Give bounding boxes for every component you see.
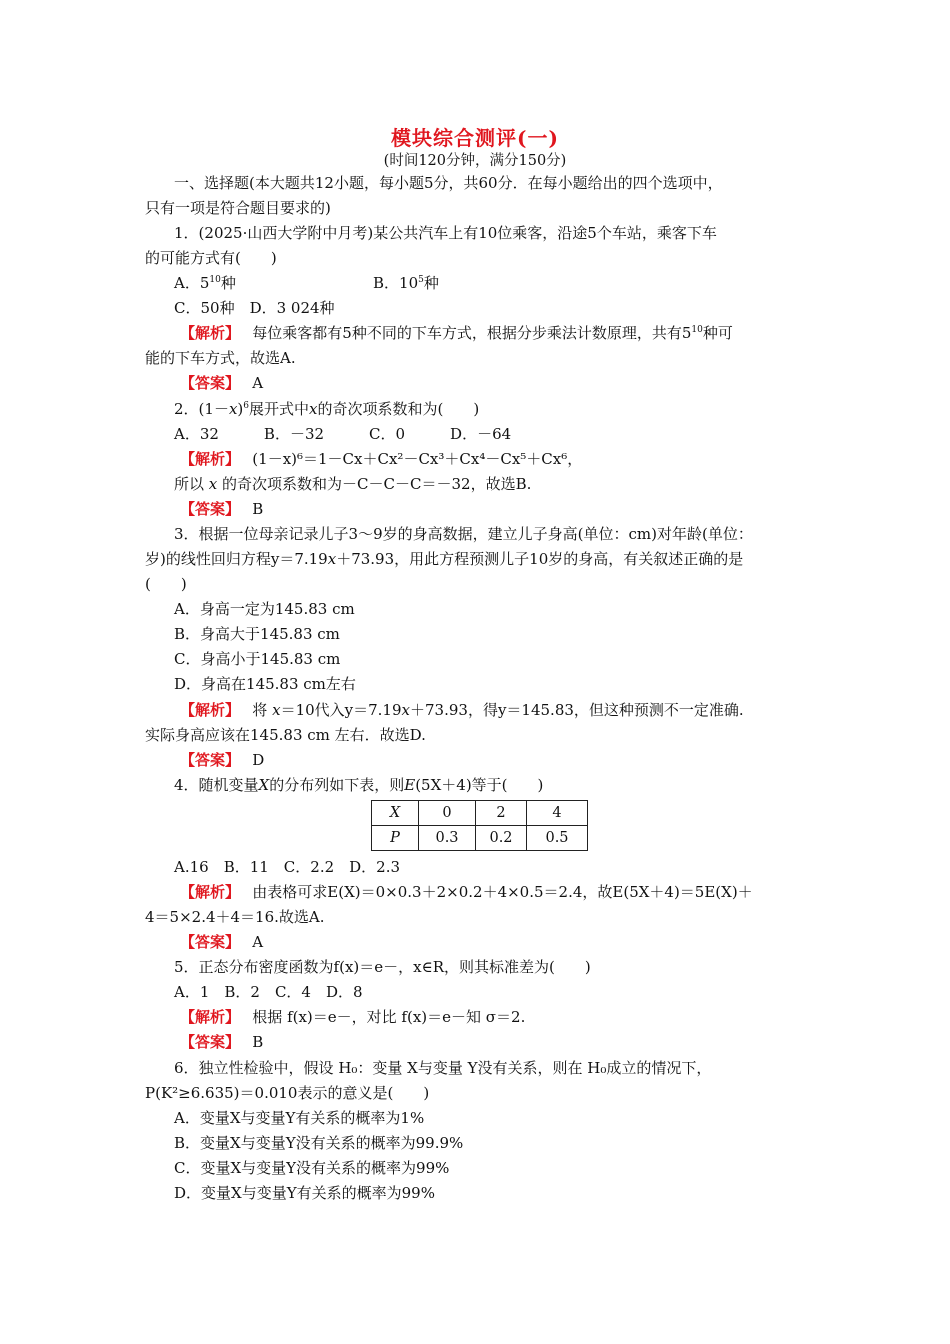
- q6-option-d: D．变量X与变量Y有关系的概率为99%: [174, 1184, 435, 1202]
- distribution-table: [371, 800, 588, 851]
- q4-analysis-line2: 4＝5×2.4＋4＝16.故选A.: [145, 908, 325, 926]
- table-cell: 0.3: [419, 826, 476, 851]
- table-row: [372, 826, 588, 851]
- analysis-label: 【解析】: [180, 701, 233, 719]
- q6-option-b: B．变量X与变量Y没有关系的概率为99.9%: [174, 1134, 464, 1152]
- q1-analysis-line1: 【解析】 每位乘客都有5种不同的下车方式，根据分步乘法计数原理，共有$5^{10}$种可: [180, 324, 733, 342]
- analysis-label: 【解析】: [180, 324, 233, 342]
- q3-option-d: D．身高在145.83 cm左右: [174, 675, 356, 693]
- q3-analysis-line2: 实际身高应该在145.83 cm 左右．故选D.: [145, 726, 426, 744]
- answer-label: 【答案】: [180, 374, 233, 392]
- q3-stem-line3: ( ): [145, 575, 187, 593]
- answer-label: 【答案】: [180, 1033, 233, 1051]
- q1-analysis-line2: 能的下车方式，故选A.: [145, 349, 296, 367]
- analysis-label: 【解析】: [180, 883, 233, 901]
- table-cell: X: [372, 801, 419, 826]
- q1-answer: 【答案】 A: [180, 374, 264, 392]
- q1-option-a: A．$5^{10}$种: [174, 274, 236, 292]
- page-title: 模块综合测评(一): [391, 126, 559, 150]
- answer-label: 【答案】: [180, 500, 233, 518]
- q5-analysis: 【解析】 根据 f(x)＝e－，对比 f(x)＝e－知 σ＝2.: [180, 1008, 526, 1026]
- table-cell: 0.5: [527, 826, 588, 851]
- q4-options: A.16 B．11 C．2.2 D．2.3: [174, 858, 401, 876]
- q4-answer: 【答案】 A: [180, 933, 264, 951]
- q5-answer: 【答案】 B: [180, 1033, 264, 1051]
- q2-analysis-line2: 所以 x 的奇次项系数和为－C－C－C＝－32，故选B.: [174, 475, 532, 493]
- q2-stem: 2．$(1-x)^6$展开式中x的奇次项系数和为( ): [174, 400, 480, 418]
- table-row: [372, 801, 588, 826]
- q6-option-a: A．变量X与变量Y有关系的概率为1%: [174, 1109, 425, 1127]
- q6-option-c: C．变量X与变量Y没有关系的概率为99%: [174, 1159, 450, 1177]
- q3-option-c: C．身高小于145.83 cm: [174, 650, 341, 668]
- table-cell: 2: [476, 801, 527, 826]
- q1-stem-line1: 1．(2025·山西大学附中月考)某公共汽车上有10位乘客，沿途5个车站，乘客下车: [174, 224, 717, 242]
- table-cell: 0.2: [476, 826, 527, 851]
- section-intro-line1: 一、选择题(本大题共12小题，每小题5分，共60分．在每小题给出的四个选项中，: [174, 174, 723, 192]
- q3-stem-line2: 岁)的线性回归方程y＝7.19x＋73.93，用此方程预测儿子10岁的身高，有关叙述正确的是: [145, 550, 744, 568]
- q3-option-a: A．身高一定为145.83 cm: [174, 600, 355, 618]
- q2-options: A．32 B．－32 C．0 D．－64: [174, 425, 512, 443]
- analysis-label: 【解析】: [180, 1008, 233, 1026]
- q1-stem-line2: 的可能方式有( ): [145, 249, 277, 267]
- table-cell: 0: [419, 801, 476, 826]
- q3-answer: 【答案】 D: [180, 751, 265, 769]
- q4-analysis-line1: 【解析】 由表格可求E(X)＝0×0.3＋2×0.2＋4×0.5＝2.4，故E(5X＋4)＝5E(X)＋: [180, 883, 753, 901]
- table-cell: 4: [527, 801, 588, 826]
- section-intro-line2: 只有一项是符合题目要求的): [145, 199, 331, 217]
- q4-stem: 4．随机变量X的分布列如下表，则E(5X＋4)等于( ): [174, 776, 544, 794]
- q2-analysis-line1: 【解析】 (1－x)⁶＝1－Cx＋Cx²－Cx³＋Cx⁴－Cx⁵＋Cx⁶，: [180, 450, 583, 468]
- q6-stem-line2: P(K²≥6.635)＝0.010表示的意义是( ): [145, 1084, 430, 1102]
- analysis-label: 【解析】: [180, 450, 233, 468]
- q1-option-b: B．$10^5$种: [373, 274, 439, 292]
- answer-label: 【答案】: [180, 933, 233, 951]
- q3-analysis-line1: 【解析】 将 x＝10代入y＝7.19x＋73.93，得y＝145.83，但这种预测不一定准确.: [180, 701, 744, 719]
- answer-label: 【答案】: [180, 751, 233, 769]
- q1-options-cd: C．50种 D．3 024种: [174, 299, 335, 317]
- q5-options: A．1 B．2 C．4 D．8: [174, 983, 363, 1001]
- q3-option-b: B．身高大于145.83 cm: [174, 625, 340, 643]
- q5-stem: 5．正态分布密度函数为f(x)＝e－，x∈R，则其标准差为( ): [174, 958, 591, 976]
- table-cell: P: [372, 826, 419, 851]
- q6-stem-line1: 6．独立性检验中，假设 H₀：变量 X与变量 Y没有关系，则在 H₀成立的情况下，: [174, 1059, 712, 1077]
- page-subtitle: (时间120分钟，满分150分): [383, 153, 567, 169]
- q2-answer: 【答案】 B: [180, 500, 264, 518]
- q3-stem-line1: 3．根据一位母亲记录儿子3～9岁的身高数据，建立儿子身高(单位：cm)对年龄(单位：: [174, 525, 753, 543]
